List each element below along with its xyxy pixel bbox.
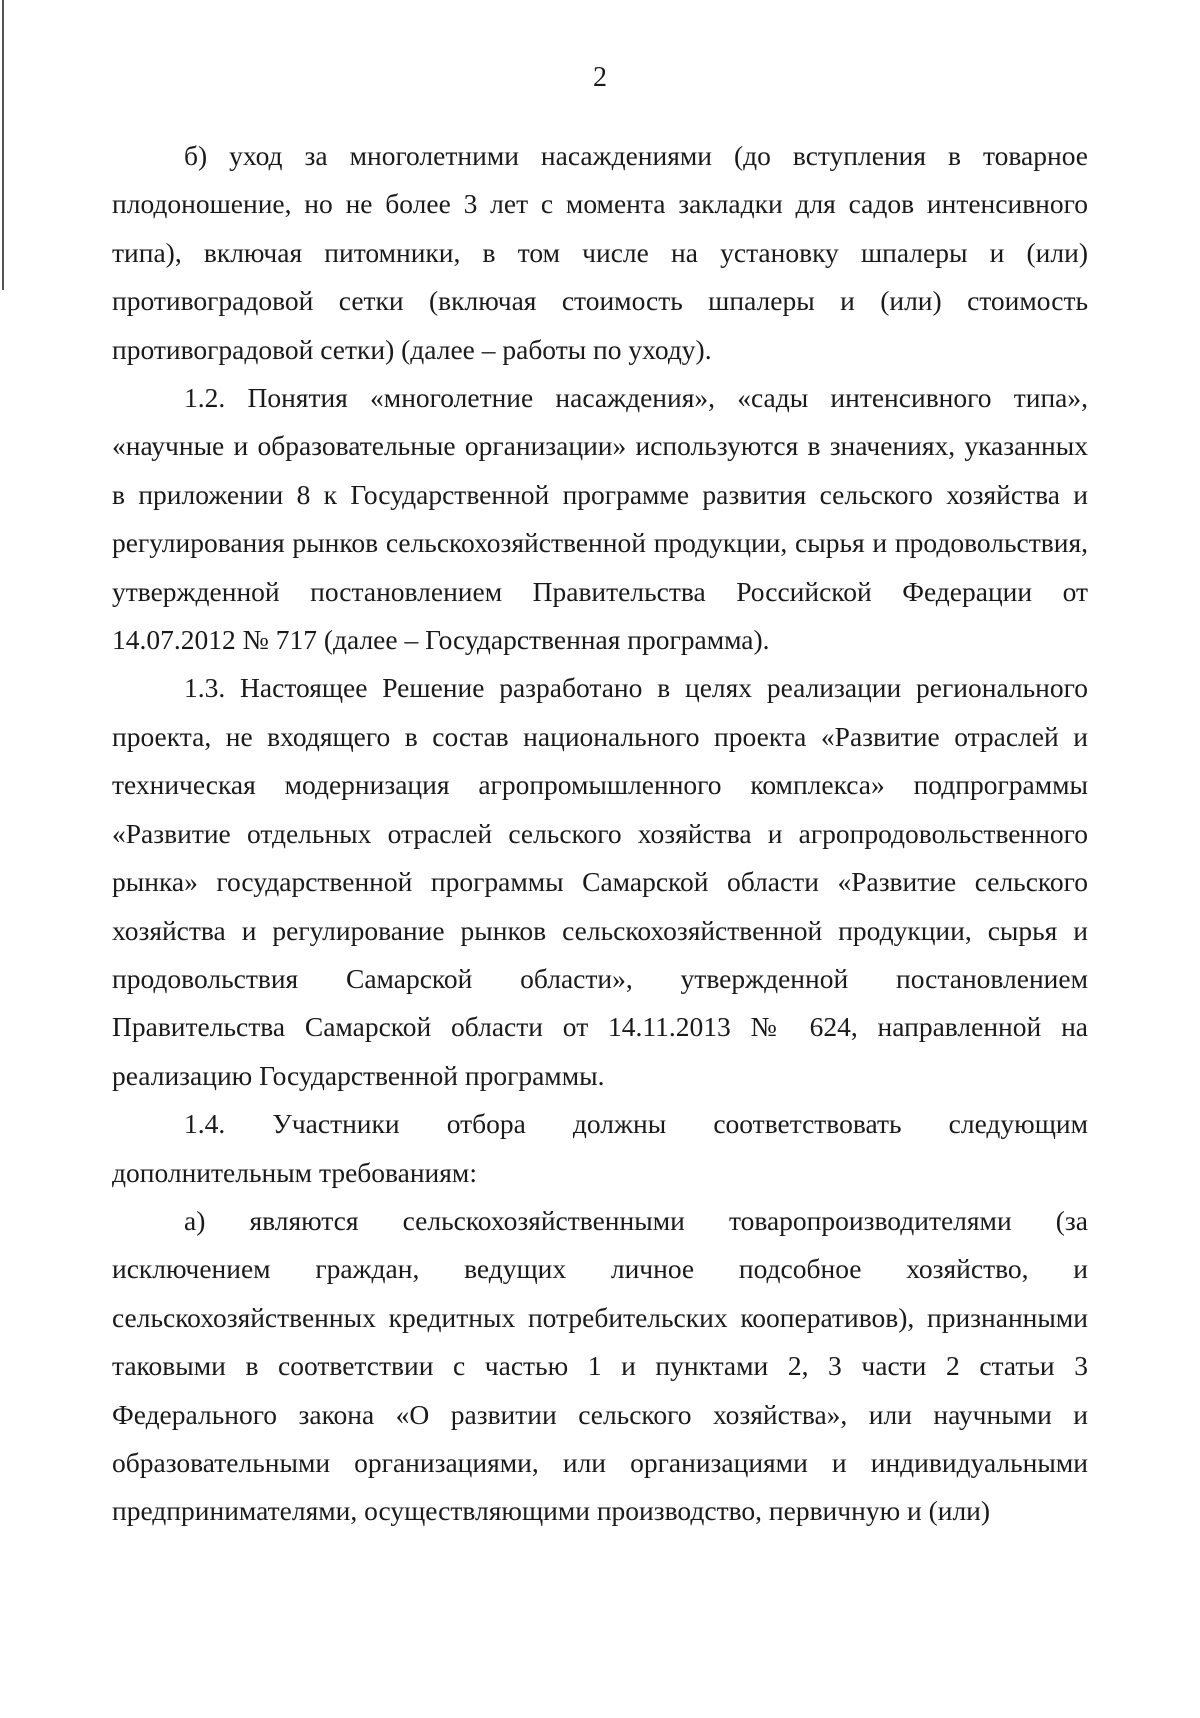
paragraph-b-maintenance: б) уход за многолетними насаждениями (до вступления в товарное плодоношение, но не более 3 лет с момента закладки для садов интенсивного типа), включая питомники, в том числе на установку шпалеры и (или) противоградовой сетки (включая стоимость шпалеры и (или) стоимость противоградовой сетки) (далее – работы по уходу). [112, 140, 1088, 365]
paragraph-a-producers: а) являются сельскохозяйственными товаропроизводителями (за исключением граждан, ведущих личное подсобное хозяйство, и сельскохозяйственных кредитных потребительских кооперативов), признанными таковыми в соответствии с частью 1 и пунктами 2, 3 части 2 статьи 3 Федерального закона «О развитии сельского хозяйства», или научными и образовательными организациями, или организациями и индивидуальными предпринимателями, осуществляющими производство, первичную и (или) [112, 1204, 1088, 1527]
paragraph-1-4-requirements: 1.4. Участники отбора должны соответствовать следующим дополнительным требованиям: [112, 1108, 1088, 1188]
page-number: 2 [593, 62, 607, 93]
paragraph-1-3-purpose: 1.3. Настоящее Решение разработано в целях реализации регионального проекта, не входящего в состав национального проекта «Развитие отраслей и техническая модернизация агропромышленного комплекса» подпрограммы «Развитие отдельных отраслей сельского хозяйства и агропродовольственного рынка» государственной программы Самарской области «Развитие сельского хозяйства и регулирование рынков сельскохозяйственной продукции, сырья и продовольствия Самарской области», утвержденной постановлением Правительства Самарской области от 14.11.2013 № 624, направленной на реализацию Государственной программы. [112, 672, 1088, 1091]
document-body [112, 132, 1088, 1536]
scan-edge-mark [2, 0, 4, 290]
paragraph-1-2-definitions: 1.2. Понятия «многолетние насаждения», «сады интенсивного типа», «научные и образовательные организации» используются в значениях, указанных в приложении 8 к Государственной программе развития сельского хозяйства и регулирования рынков сельскохозяйственной продукции, сырья и продовольствия, утвержденной постановлением Правительства Российской Федерации от 14.07.2012 № 717 (далее – Государственная программа). [112, 382, 1088, 656]
